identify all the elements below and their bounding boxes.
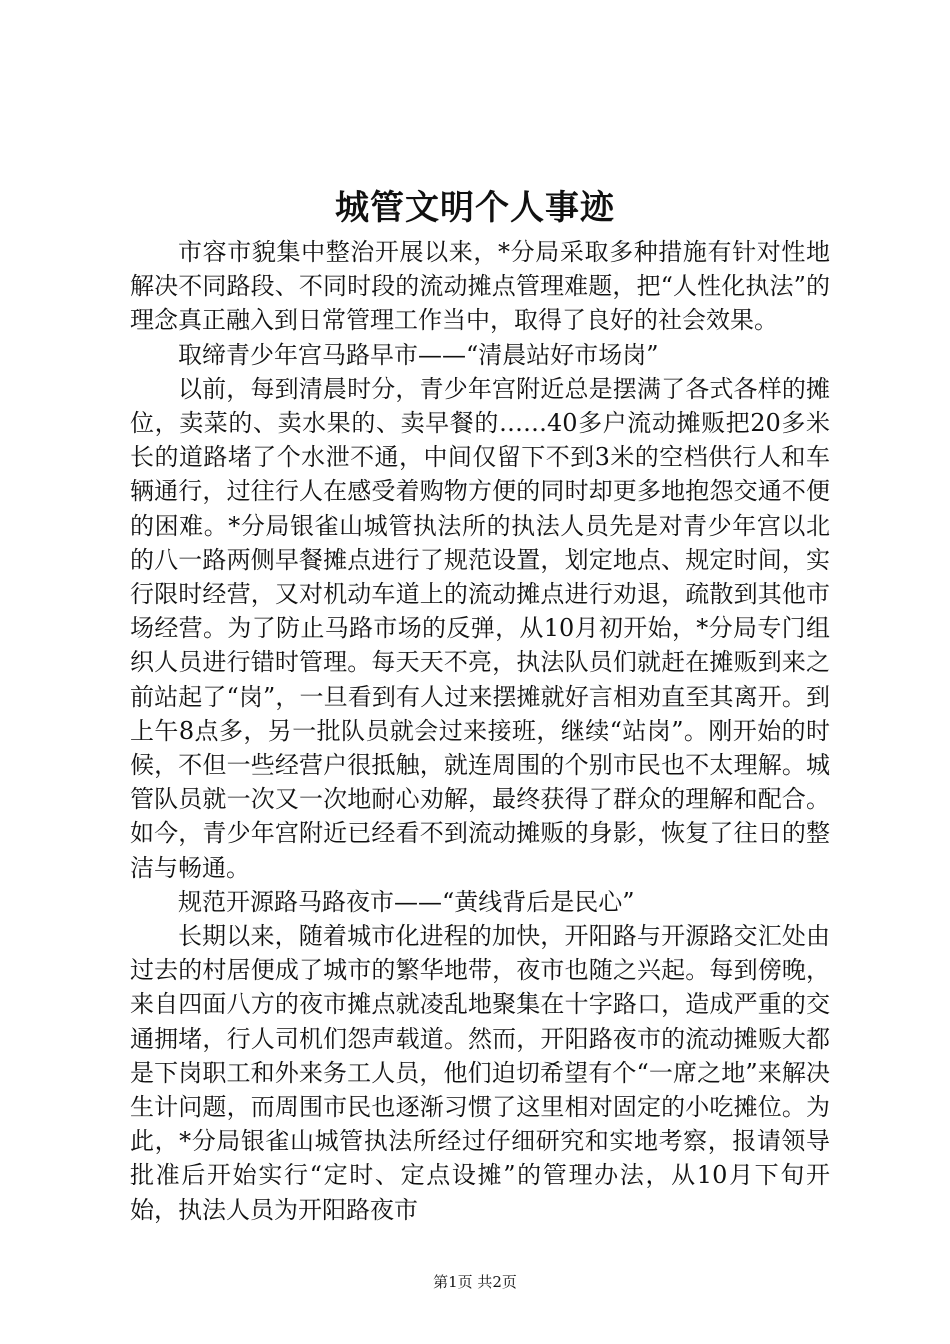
document-title: 城管文明个人事迹 [335, 188, 615, 228]
page-footer: 第1页 共2页 [433, 1273, 517, 1291]
section-heading-night-market: 规范开源路马路夜市——“黄线背后是民心” [178, 887, 635, 916]
paragraph-intro: 市容市貌集中整治开展以来，*分局采取多种措施有针对性地解决不同路段、不同时段的流动摊点管理难题，把“人性化执法”的理念真正融入到日常管理工作当中，取得了良好的社会效果。 [130, 238, 830, 335]
document-body [130, 235, 830, 1227]
paragraph-morning-market: 以前，每到清晨时分，青少年宫附近总是摆满了各式各样的摊位，卖菜的、卖水果的、卖早餐的……40多户流动摊贩把20多米长的道路堵了个水泄不通，中间仅留下不到3米的空档供行人和车辆通行，过往行人在感受着购物方便的同时却更多地抱怨交通不便的困难。*分局银雀山城管执法所的执法人员先是对青少年宫以北的八一路两侧早餐摊点进行了规范设置，划定地点、规定时间，实行限时经营，又对机动车道上的流动摊点进行劝退，疏散到其他市场经营。为了防止马路市场的反弹，从10月初开始，*分局专门组织人员进行错时管理。每天天不亮，执法队员们就赶在摊贩到来之前站起了“岗”，一旦看到有人过来摆摊就好言相劝直至其离开。到上午8点多，另一批队员就会过来接班，继续“站岗”。刚开始的时候，不但一些经营户很抵触，就连周围的个别市民也不太理解。城管队员就一次又一次地耐心劝解，最终获得了群众的理解和配合。如今，青少年宫附近已经看不到流动摊贩的身影，恢复了往日的整洁与畅通。 [130, 374, 830, 882]
section-heading-morning-market: 取缔青少年宫马路早市——“清晨站好市场岗” [178, 340, 659, 369]
paragraph-night-market: 长期以来，随着城市化进程的加快，开阳路与开源路交汇处由过去的村居便成了城市的繁华地带，夜市也随之兴起。每到傍晚，来自四面八方的夜市摊点就凌乱地聚集在十字路口，造成严重的交通拥堵，行人司机们怨声载道。然而，开阳路夜市的流动摊贩大都是下岗职工和外来务工人员，他们迫切希望有个“一席之地”来解决生计问题，而周围市民也逐渐习惯了这里相对固定的小吃摊位。为此，*分局银雀山城管执法所经过仔细研究和实地考察，报请领导批准后开始实行“定时、定点设摊”的管理办法，从10月下旬开始，执法人员为开阳路夜市 [130, 922, 830, 1224]
